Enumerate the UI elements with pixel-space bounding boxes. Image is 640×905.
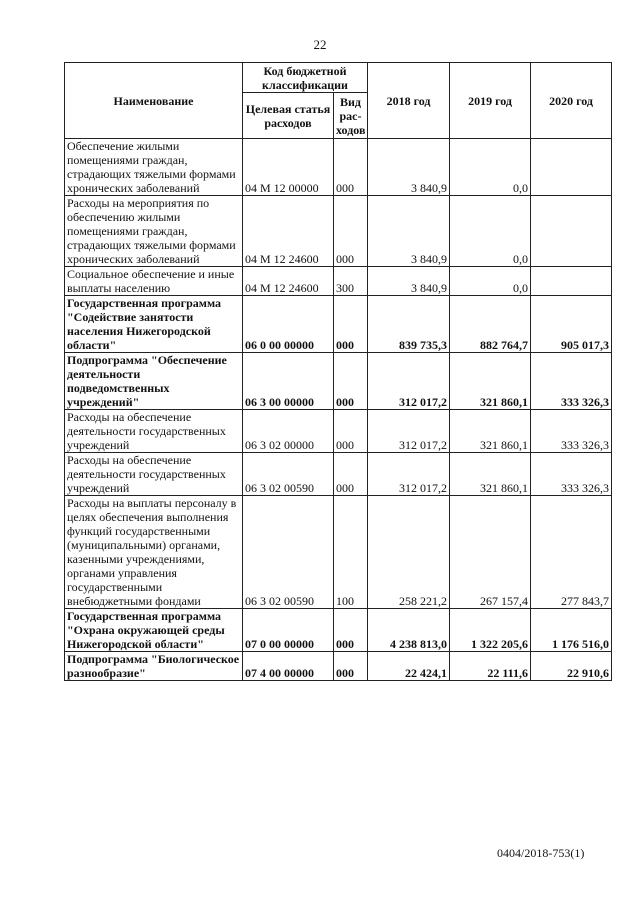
table-body: [65, 139, 612, 681]
row-expense-type: 000: [334, 353, 368, 410]
row-2019: 321 860,1: [450, 453, 531, 496]
row-2019: 267 157,4: [450, 496, 531, 609]
header-2018: 2018 год: [368, 63, 450, 139]
table-row: [65, 353, 612, 410]
row-name: Государственная программа "Содействие занятости населения Нижегородской области": [65, 296, 243, 353]
row-name: Расходы на мероприятия по обеспечению жилыми помещениями граждан, страдающих тяжелыми формами хронических заболеваний: [65, 196, 243, 267]
table-row: [65, 410, 612, 453]
row-2019: 321 860,1: [450, 410, 531, 453]
row-name: Обеспечение жилыми помещениями граждан, страдающих тяжелыми формами хронических заболеваний: [65, 139, 243, 196]
row-name: Расходы на выплаты персоналу в целях обеспечения выполнения функций государственными (муниципальными) органами, казенными учреждениями, органами управления государственными внебюджетными фондами: [65, 496, 243, 609]
header-code-group: Код бюджетной классификации: [243, 63, 368, 93]
row-2019: 0,0: [450, 267, 531, 296]
page-number: 22: [313, 37, 327, 52]
row-2020: [531, 196, 612, 267]
row-name: Расходы на обеспечение деятельности государственных учреждений: [65, 453, 243, 496]
row-code: 06 3 02 00590: [243, 453, 334, 496]
row-2020: 905 017,3: [531, 296, 612, 353]
budget-table: [64, 62, 612, 681]
row-2019: 321 860,1: [450, 353, 531, 410]
row-name: Подпрограмма "Биологическое разнообразие": [65, 652, 243, 681]
row-expense-type: 000: [334, 652, 368, 681]
row-2018: 839 735,3: [368, 296, 450, 353]
row-name: Расходы на обеспечение деятельности государственных учреждений: [65, 410, 243, 453]
table-row: [65, 453, 612, 496]
header-2020: 2020 год: [531, 63, 612, 139]
row-2020: 1 176 516,0: [531, 609, 612, 652]
row-2018: 312 017,2: [368, 453, 450, 496]
row-2018: 312 017,2: [368, 353, 450, 410]
row-code: 07 0 00 00000: [243, 609, 334, 652]
row-expense-type: 000: [334, 410, 368, 453]
row-2019: 22 111,6: [450, 652, 531, 681]
row-2018: 22 424,1: [368, 652, 450, 681]
row-expense-type: 100: [334, 496, 368, 609]
row-code: 06 3 02 00000: [243, 410, 334, 453]
row-name: Подпрограмма "Обеспечение деятельности подведомственных учреждений": [65, 353, 243, 410]
row-expense-type: 000: [334, 609, 368, 652]
row-2018: 3 840,9: [368, 139, 450, 196]
row-2020: 277 843,7: [531, 496, 612, 609]
row-2018: 3 840,9: [368, 196, 450, 267]
row-2020: [531, 267, 612, 296]
row-2019: 0,0: [450, 139, 531, 196]
row-2019: 1 322 205,6: [450, 609, 531, 652]
row-code: 06 3 02 00590: [243, 496, 334, 609]
table-row: [65, 296, 612, 353]
row-2020: 333 326,3: [531, 453, 612, 496]
row-2019: 882 764,7: [450, 296, 531, 353]
header-target-article: Целевая статья расходов: [243, 93, 334, 139]
row-name: Государственная программа "Охрана окружающей среды Нижегородской области": [65, 609, 243, 652]
row-2020: 22 910,6: [531, 652, 612, 681]
row-expense-type: 000: [334, 453, 368, 496]
row-name: Социальное обеспечение и иные выплаты населению: [65, 267, 243, 296]
table-row: [65, 139, 612, 196]
table-row: [65, 652, 612, 681]
row-expense-type: 000: [334, 139, 368, 196]
row-2019: 0,0: [450, 196, 531, 267]
row-expense-type: 000: [334, 296, 368, 353]
header-expense-type: Вид рас-ходов: [334, 93, 368, 139]
row-code: 07 4 00 00000: [243, 652, 334, 681]
table-row: [65, 196, 612, 267]
row-expense-type: 000: [334, 196, 368, 267]
row-2018: 312 017,2: [368, 410, 450, 453]
row-2020: [531, 139, 612, 196]
row-2018: 3 840,9: [368, 267, 450, 296]
row-code: 06 3 00 00000: [243, 353, 334, 410]
row-2018: 258 221,2: [368, 496, 450, 609]
table-row: [65, 609, 612, 652]
header-name: Наименование: [65, 63, 243, 139]
document-code: 0404/2018-753(1): [497, 846, 585, 860]
row-2020: 333 326,3: [531, 410, 612, 453]
table-row: [65, 267, 612, 296]
row-code: 04 М 12 00000: [243, 139, 334, 196]
row-expense-type: 300: [334, 267, 368, 296]
header-2019: 2019 год: [450, 63, 531, 139]
table-row: [65, 496, 612, 609]
row-2020: 333 326,3: [531, 353, 612, 410]
row-2018: 4 238 813,0: [368, 609, 450, 652]
row-code: 04 М 12 24600: [243, 267, 334, 296]
row-code: 04 М 12 24600: [243, 196, 334, 267]
row-code: 06 0 00 00000: [243, 296, 334, 353]
